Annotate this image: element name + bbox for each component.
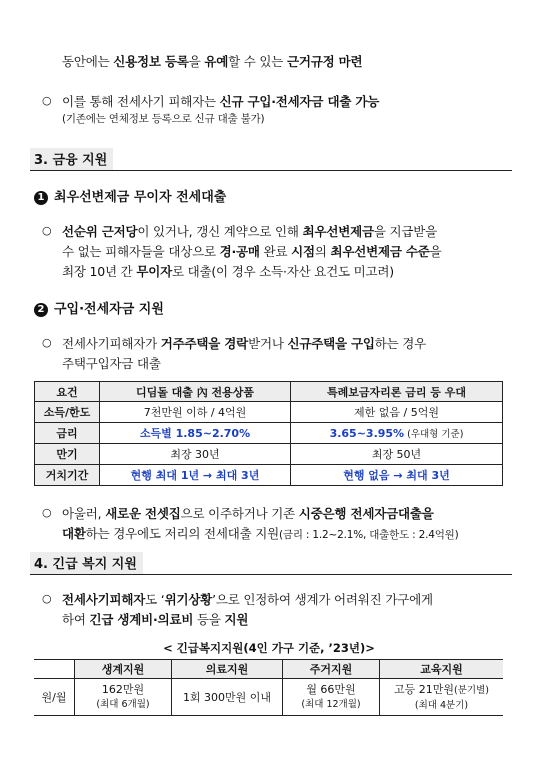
row-header: 금리 xyxy=(35,423,100,444)
number-circle-icon: 1 xyxy=(34,191,48,205)
row-header: 거치기간 xyxy=(35,465,100,486)
text: 이를 통해 전세사기 피해자는 xyxy=(62,94,220,109)
text: 을 지급받을 xyxy=(373,224,437,239)
text-bold: 신용정보 등록 xyxy=(113,54,189,69)
welfare-table-title: < 긴급복지지원(4인 가구 기준, ’23년)> xyxy=(163,641,375,655)
text-bold: 전세사기피해자 xyxy=(62,592,146,607)
paragraph-welfare-line1 xyxy=(62,590,433,608)
cell-value: 월 66만원 xyxy=(306,683,356,696)
subheading-title: 최우선변제금 무이자 전세대출 xyxy=(54,190,227,205)
column-header: 주거지원 xyxy=(283,660,380,679)
table-row xyxy=(35,402,503,423)
text-bold: 시점 xyxy=(291,244,315,259)
table-header-row xyxy=(34,660,503,679)
column-header: 교육지원 xyxy=(380,660,504,679)
text-note: (금리 : 1.2~2.1%, 대출한도 : 2.4억원) xyxy=(279,529,459,541)
text: 전세사기피해자가 xyxy=(62,336,161,351)
text-bold: 근거규정 마련 xyxy=(286,54,363,69)
table-cell xyxy=(283,679,380,716)
text-bold: 대환 xyxy=(62,526,86,541)
text-bold: 거주주택을 경락 xyxy=(160,336,249,351)
row-header: 만기 xyxy=(35,444,100,465)
text: 을 xyxy=(188,54,205,69)
paragraph-purchase-line1 xyxy=(62,334,426,352)
table-cell xyxy=(75,679,172,716)
cell-value: 162만원 xyxy=(101,683,145,696)
text: 하는 경우 xyxy=(374,336,427,351)
row-header: 원/월 xyxy=(34,679,75,716)
paragraph-zero-interest-line2 xyxy=(62,242,442,260)
cell-value: 고등 21만원 xyxy=(394,682,455,696)
subheading-zero-interest xyxy=(34,186,226,205)
cell-note: (최대 12개월) xyxy=(301,699,361,710)
text: 등을 xyxy=(193,612,225,627)
text: 도 ‘ xyxy=(145,592,165,607)
paragraph-credit-deferral xyxy=(62,52,362,70)
note-previous-restriction: (기존에는 연체정보 등록으로 신규 대출 불가) xyxy=(62,113,265,125)
cell-note: (최대 4분기) xyxy=(414,699,469,711)
text: 하는 경우에도 저리의 전세대출 지원 xyxy=(85,526,279,541)
empty-header xyxy=(34,660,75,679)
paragraph-refinance-line1 xyxy=(62,504,434,522)
table-row xyxy=(35,465,503,486)
table-cell: 최장 30년 xyxy=(100,444,291,465)
rate-value: 3.65~3.95% xyxy=(329,427,405,440)
cell-note: (최대 6개월) xyxy=(96,699,150,710)
paragraph-refinance-line2 xyxy=(62,524,459,542)
table-row xyxy=(35,444,503,465)
text: 을 xyxy=(429,244,442,259)
table-cell: 제한 없음 / 5억원 xyxy=(291,402,503,423)
table-cell: 소득별 1.85~2.70% xyxy=(100,423,291,444)
text-bold: 경·공매 xyxy=(219,244,260,259)
table-cell: 7천만원 이하 / 4억원 xyxy=(100,402,291,423)
table-cell xyxy=(291,423,503,444)
column-header: 디딤돌 대출 內 전용상품 xyxy=(100,382,291,402)
subheading-purchase-funds xyxy=(34,298,164,317)
column-header: 요건 xyxy=(35,382,100,402)
text-bold: 유예 xyxy=(204,54,229,69)
text: 동안에는 xyxy=(62,54,114,69)
text-bold: 신규주택을 구입 xyxy=(287,336,375,351)
column-header: 특례보금자리론 금리 등 우대 xyxy=(291,382,503,402)
text: 완료 xyxy=(259,244,292,259)
text-bold: 무이자 xyxy=(136,264,172,279)
paragraph-welfare-line2 xyxy=(62,610,248,628)
table-cell xyxy=(380,679,504,716)
table-row xyxy=(35,423,503,444)
column-header: 의료지원 xyxy=(172,660,283,679)
text-bold: 신규 구입·전세자금 대출 가능 xyxy=(219,94,380,109)
section-title: 4. 긴급 복지 지원 xyxy=(30,552,143,574)
bullet-circle: ○ xyxy=(42,224,52,237)
section-heading-emergency-welfare xyxy=(30,552,512,575)
text: 수 없는 피해자들을 대상으로 xyxy=(62,244,220,259)
text-bold: 긴급 생계비·의료비 xyxy=(89,612,194,627)
text: ’으로 인정하여 생계가 어려워진 가구에게 xyxy=(212,592,433,607)
rate-note: (우대형 기준) xyxy=(404,429,464,440)
text: 이 있거나, 갱신 계약으로 인해 xyxy=(137,224,303,239)
paragraph-new-loan xyxy=(62,92,379,110)
bullet-circle: ○ xyxy=(42,592,52,605)
emergency-welfare-table xyxy=(34,659,503,716)
text: 으로 이주하거나 기존 xyxy=(180,506,299,521)
table-header-row xyxy=(35,382,503,402)
table-cell: 1회 300만원 이내 xyxy=(172,679,283,716)
bullet-circle: ○ xyxy=(42,506,52,519)
text: 하여 xyxy=(62,612,90,627)
subheading-title: 구입·전세자금 지원 xyxy=(54,302,164,317)
table-cell: 현행 최대 1년 → 최대 3년 xyxy=(100,465,291,486)
text: 로 대출(이 경우 소득·자산 요건도 미고려) xyxy=(171,264,394,279)
text-bold: 최우선변제금 수준 xyxy=(330,244,430,259)
table-cell: 현행 없음 → 최대 3년 xyxy=(291,465,503,486)
bullet-circle: ○ xyxy=(42,94,52,107)
row-header: 소득/한도 xyxy=(35,402,100,423)
text: 할 수 있는 xyxy=(228,54,287,69)
text: 최장 10년 간 xyxy=(62,264,137,279)
table-cell: 최장 50년 xyxy=(291,444,503,465)
paragraph-purchase-line2: 주택구입자금 대출 xyxy=(62,356,161,371)
text-bold: 새로운 전셋집 xyxy=(105,506,181,521)
loan-comparison-table xyxy=(34,381,503,486)
text-bold: 지원 xyxy=(224,612,249,627)
column-header: 생계지원 xyxy=(75,660,172,679)
table-row xyxy=(34,679,503,716)
section-title: 3. 금융 지원 xyxy=(30,148,113,170)
text-bold: 선순위 근저당 xyxy=(62,224,138,239)
number-circle-icon: 2 xyxy=(34,303,48,317)
text: 받거나 xyxy=(248,336,288,351)
bullet-circle: ○ xyxy=(42,336,52,349)
text-bold: 위기상황 xyxy=(164,592,213,607)
text-bold: 최우선변제금 xyxy=(302,224,374,239)
text: 아울러, xyxy=(62,506,106,521)
text: 의 xyxy=(314,244,331,259)
cell-suffix: (분기별) xyxy=(454,684,489,696)
section-heading-finance xyxy=(30,148,512,171)
text-bold: 시중은행 전세자금대출을 xyxy=(298,506,434,521)
paragraph-zero-interest-line1 xyxy=(62,222,437,240)
paragraph-zero-interest-line3 xyxy=(62,262,394,280)
